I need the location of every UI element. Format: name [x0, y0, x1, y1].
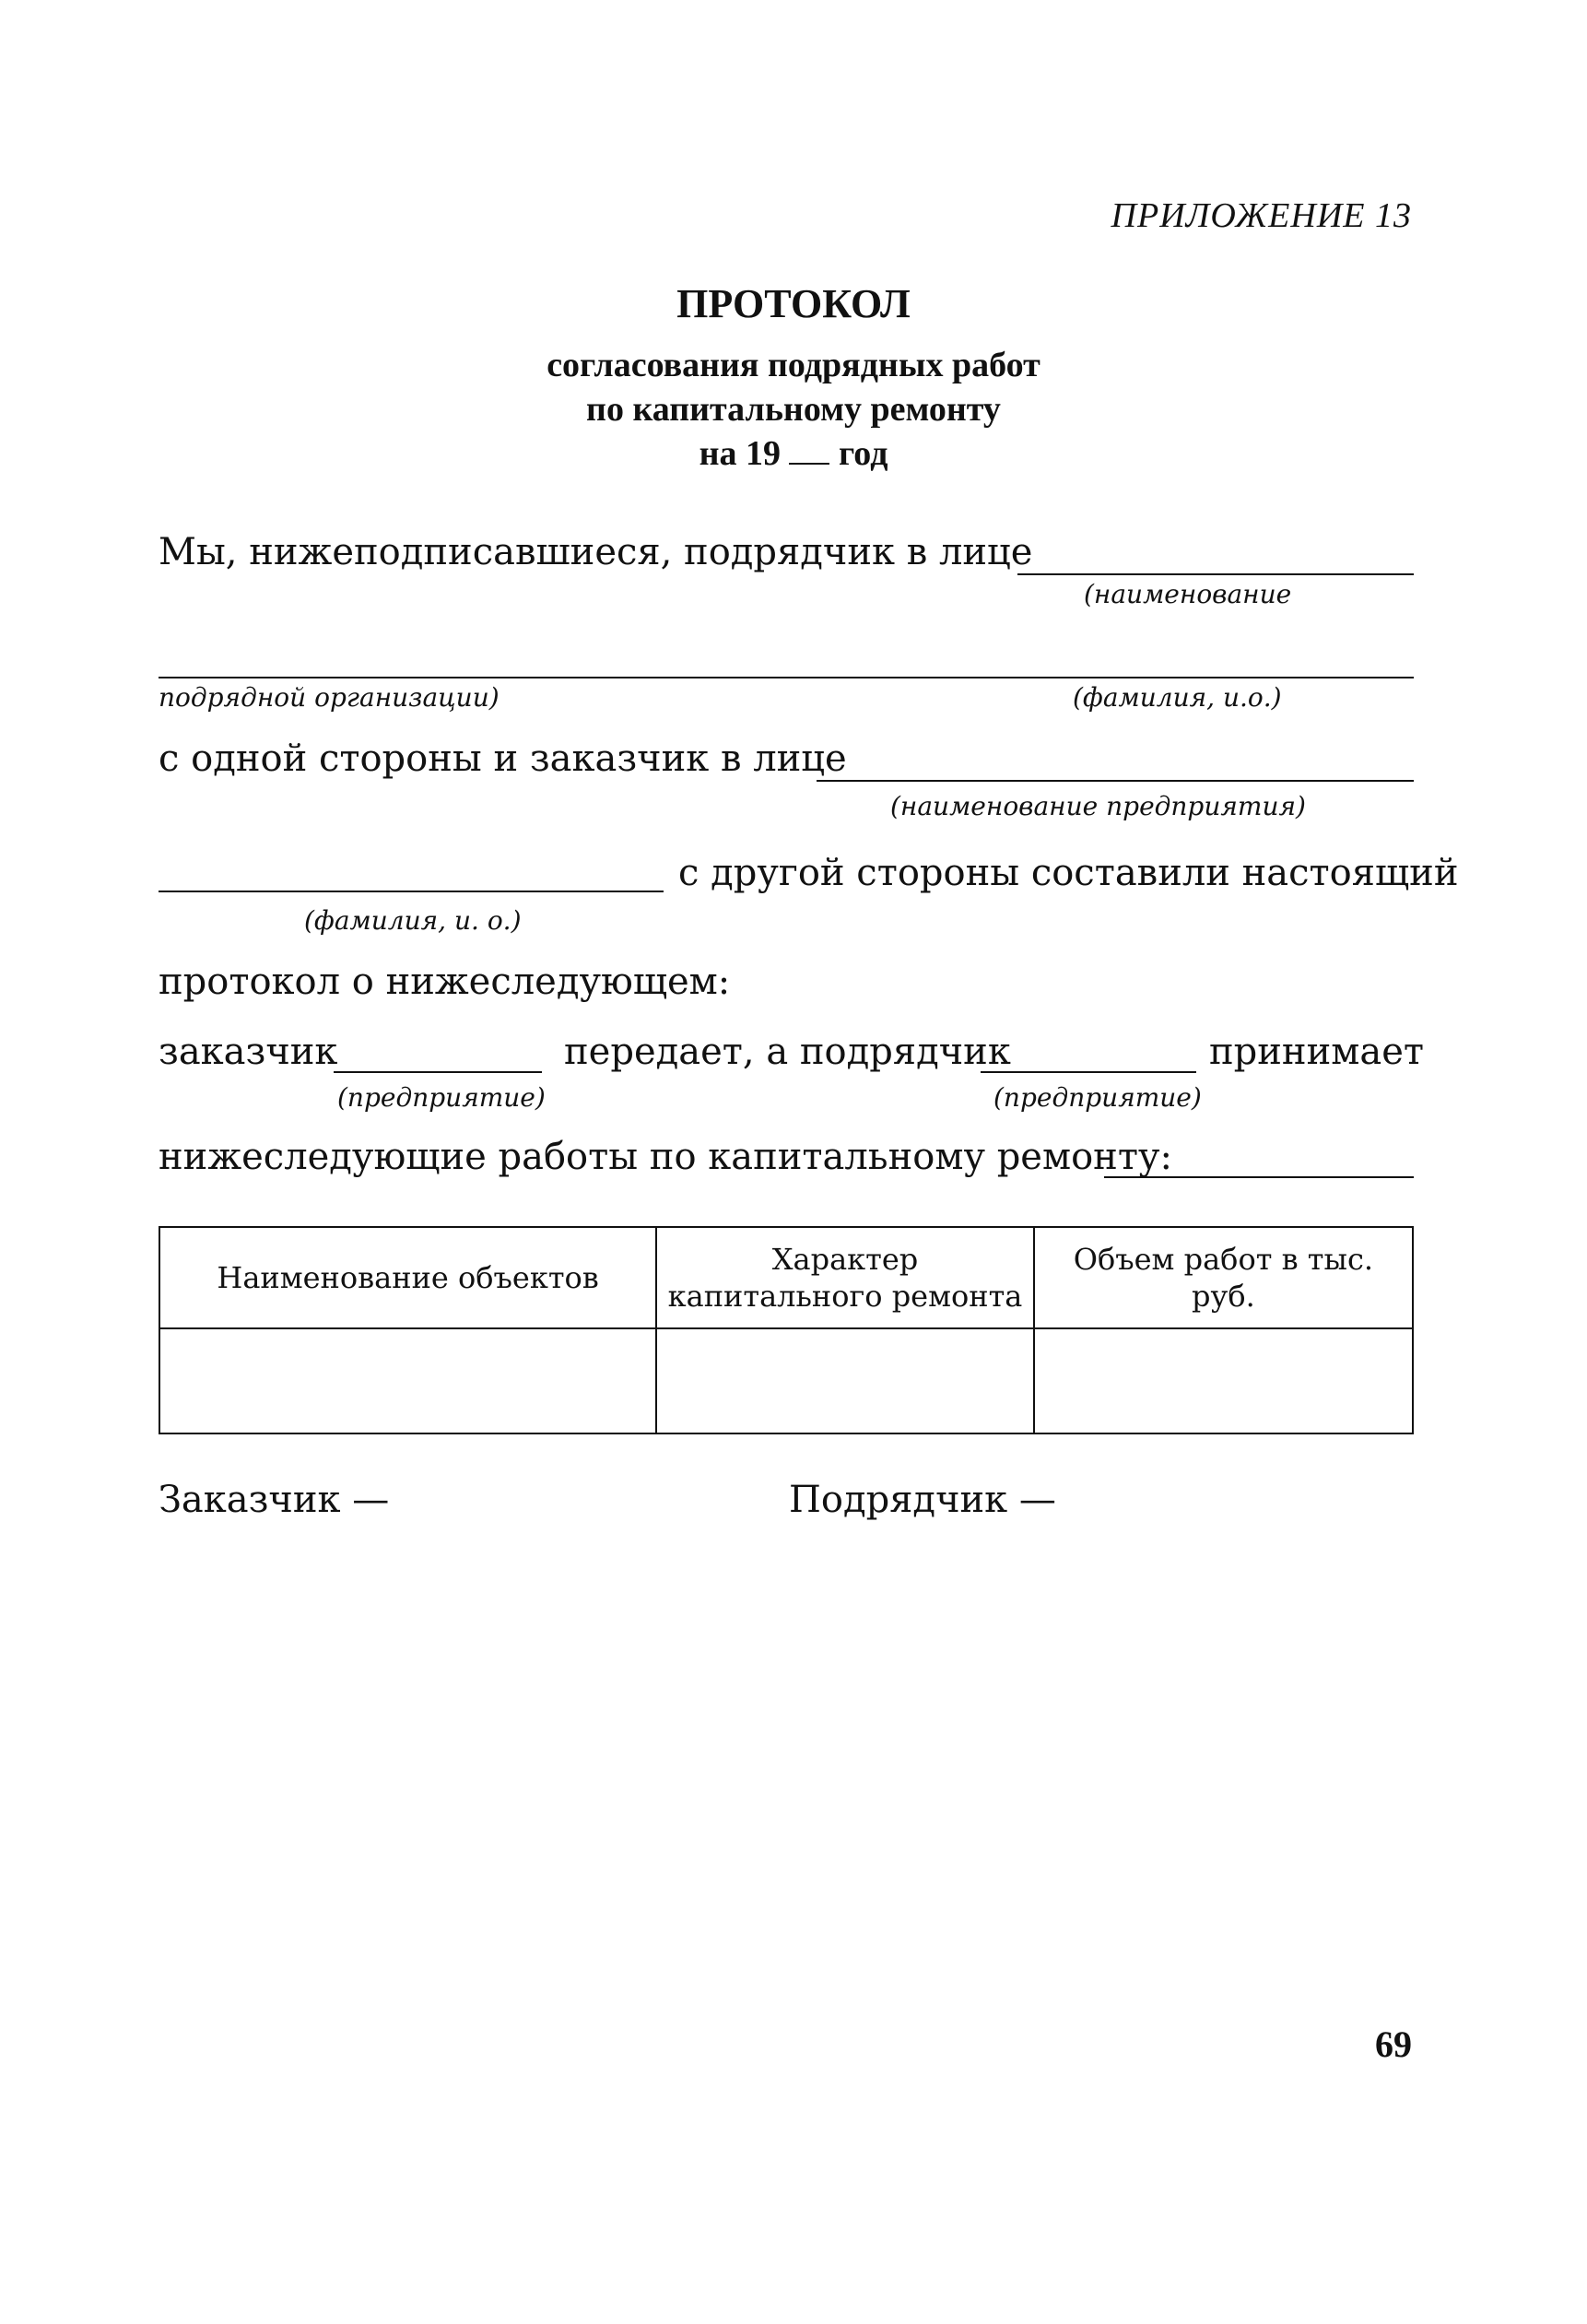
document-title: ПРОТОКОЛ [676, 281, 911, 326]
hint-organization: подрядной организации) [159, 682, 500, 713]
customer-fio-blank[interactable] [159, 891, 664, 892]
contractor-signature: Подрядчик — [789, 1479, 1056, 1521]
subtitle-line-2: по капитальному ремонту [586, 390, 1001, 429]
contractor-name-blank[interactable] [1017, 573, 1414, 575]
year-blank[interactable] [789, 462, 829, 465]
hint-name: (наименование [1084, 579, 1292, 609]
works-table [159, 1226, 1414, 1434]
table-cell[interactable] [656, 1328, 1034, 1433]
contractor-organization-blank[interactable] [159, 677, 1414, 678]
accepts-text: принимает [1209, 1031, 1425, 1073]
paragraph-line-5: протокол о нижеследующем: [159, 961, 731, 1003]
hint-fio: (фамилия, и.о.) [1073, 682, 1282, 713]
subtitle-line-1: согласования подрядных работ [547, 346, 1040, 384]
hint-fio-2: (фамилия, и. о.) [304, 905, 522, 936]
paragraph-line-1: Мы, нижеподписавшиеся, подрядчик в лице [159, 531, 1033, 573]
header-repair-type: Характер капитального ремонта [656, 1227, 1034, 1328]
table-cell[interactable] [159, 1328, 656, 1433]
customer-name-blank[interactable] [817, 780, 1414, 782]
paragraph-line-3: с одной стороны и заказчик в лице [159, 737, 847, 780]
hint-enterprise-right: (предприятие) [993, 1082, 1202, 1113]
header-object-name: Наименование объектов [159, 1227, 656, 1328]
subtitle-line-3 [0, 431, 1587, 476]
table-header-row [159, 1227, 1413, 1328]
hint-enterprise-name: (наименование предприятия) [890, 791, 1306, 821]
paragraph-line-7: нижеследующие работы по капитальному ремонту: [159, 1136, 1172, 1178]
table-row [159, 1328, 1413, 1433]
customer-enterprise-blank[interactable] [334, 1071, 542, 1073]
customer-signature: Заказчик — [159, 1479, 390, 1521]
customer-word: заказчик [159, 1031, 338, 1073]
hint-enterprise-left: (предприятие) [337, 1082, 546, 1113]
subtitle-year-suffix: год [838, 434, 888, 473]
paragraph-line-4: с другой стороны составили настоящий [678, 852, 1459, 894]
transfers-text: передает, а подрядчик [564, 1031, 1011, 1073]
document-subtitle [0, 343, 1587, 476]
table-cell[interactable] [1034, 1328, 1413, 1433]
header-volume: Объем работ в тыс. руб. [1034, 1227, 1413, 1328]
page-number: 69 [1375, 2023, 1412, 2065]
subtitle-year-prefix: на 19 [699, 434, 781, 473]
appendix-label: ПРИЛОЖЕНИЕ 13 [1111, 196, 1412, 235]
works-blank[interactable] [1104, 1176, 1414, 1178]
contractor-enterprise-blank[interactable] [981, 1071, 1196, 1073]
